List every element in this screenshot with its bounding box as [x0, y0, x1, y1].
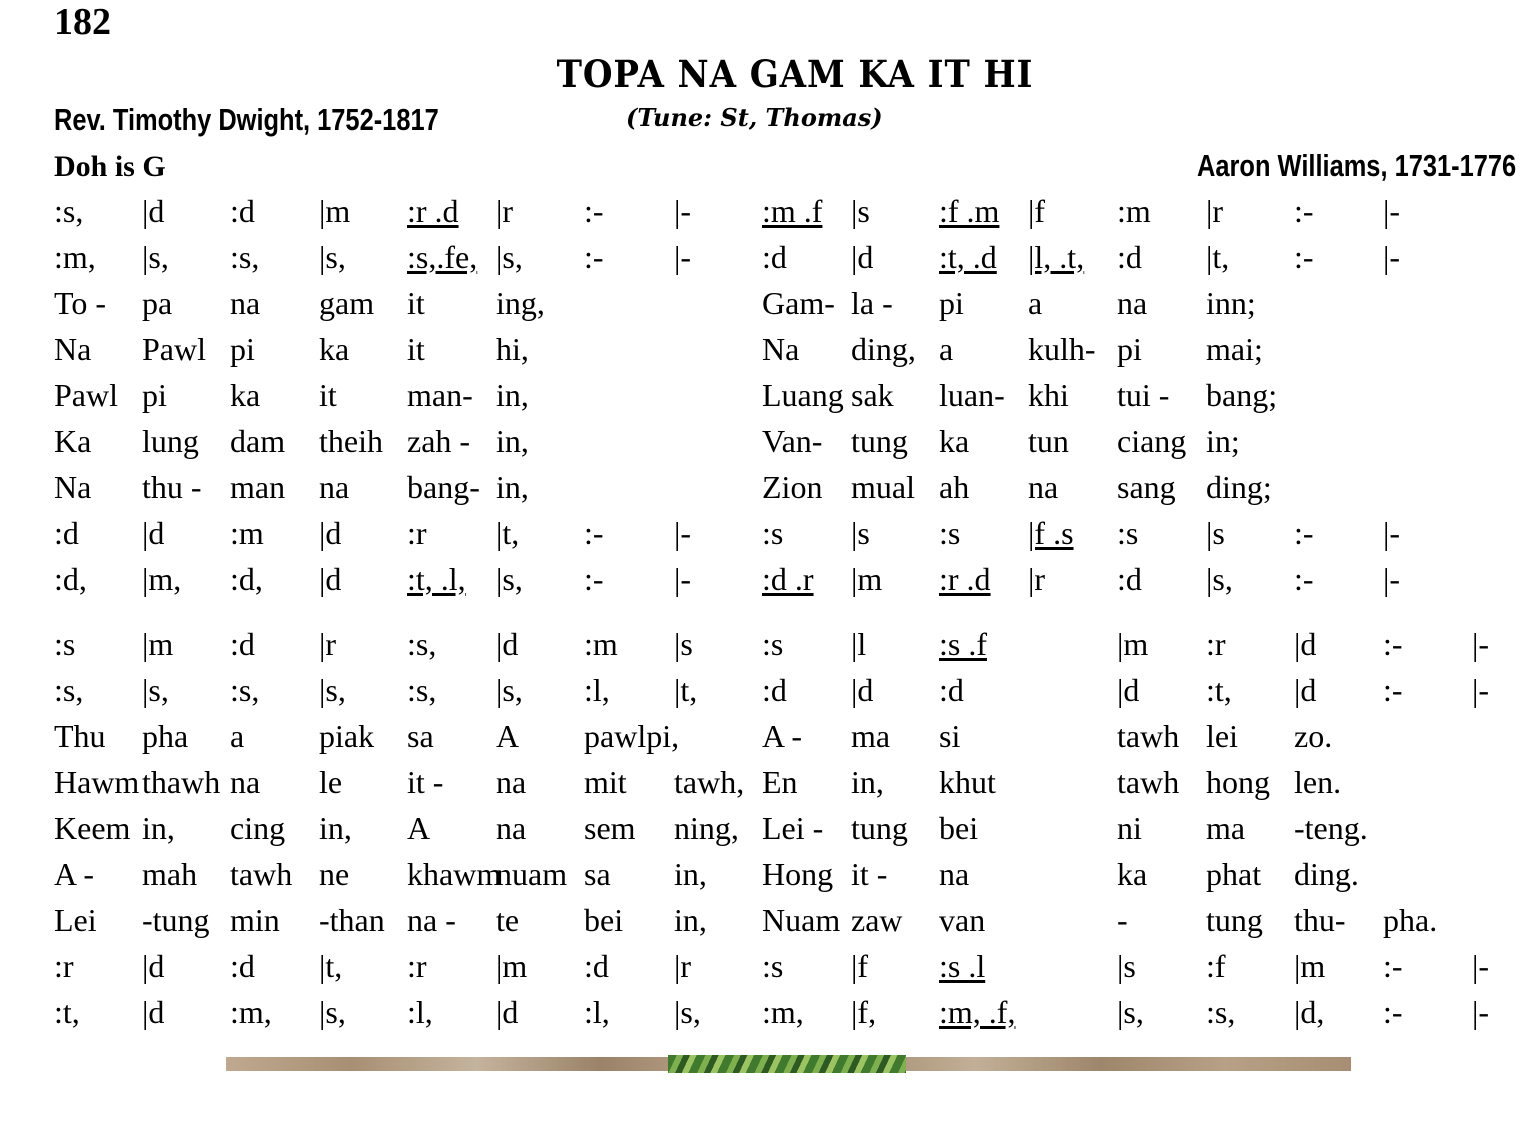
lyric-syllable: gam: [319, 285, 375, 321]
lyric-syllable: ka: [230, 377, 261, 413]
lyric-syllable: sa: [407, 718, 434, 754]
sol-fa-note: :r: [407, 948, 427, 984]
lyric-syllable: thawh: [142, 764, 221, 800]
lyric-syllable: A: [496, 718, 520, 754]
lyric-syllable: dam: [230, 423, 286, 459]
sol-fa-note: |t,: [1206, 239, 1230, 275]
sol-fa-note: |r: [1028, 561, 1046, 597]
lyric-syllable: bang;: [1206, 377, 1278, 413]
sol-fa-note: |s,: [319, 239, 346, 275]
lyric-syllable: in,: [851, 764, 884, 800]
lyric-syllable: ah: [939, 469, 970, 505]
sol-fa-note: :d: [230, 626, 255, 662]
sol-fa-note: |r: [319, 626, 337, 662]
lyric-syllable: it: [319, 377, 337, 413]
sol-fa-note: |-: [1383, 515, 1401, 551]
sol-fa-note: :s,: [230, 239, 260, 275]
lyric-syllable: ma: [851, 718, 891, 754]
lyric-syllable: -tung: [142, 902, 210, 938]
lyric-syllable: tawh,: [674, 764, 745, 800]
lyric-syllable: ing,: [496, 285, 545, 321]
lyric-syllable: si: [939, 718, 961, 754]
sol-fa-note: |r: [496, 193, 514, 229]
lyric-syllable: it -: [407, 764, 444, 800]
lyric-syllable: Hong: [762, 856, 834, 892]
sol-fa-note: :s,: [1206, 994, 1236, 1030]
sol-fa-note: |-: [674, 515, 692, 551]
sol-fa-note: |l: [851, 626, 867, 662]
lyric-syllable: thu-: [1294, 902, 1346, 938]
sol-fa-note: |d: [1294, 672, 1317, 708]
sol-fa-note: |-: [674, 239, 692, 275]
tune-name: (Tune: St, Thomas): [626, 103, 883, 132]
sol-fa-note: |d: [1117, 672, 1140, 708]
lyric-syllable: phat: [1206, 856, 1262, 892]
lyric-syllable: piak: [319, 718, 375, 754]
sol-fa-note: |s,: [142, 239, 169, 275]
sol-fa-note: :-: [584, 561, 604, 597]
sol-fa-note: |s: [851, 515, 870, 551]
sol-fa-note: :s,: [230, 672, 260, 708]
lyricist-credit: Rev. Timothy Dwight, 1752-1817: [54, 102, 439, 137]
sol-fa-note: :d,: [230, 561, 263, 597]
lyric-syllable: Ka: [54, 423, 92, 459]
lyric-syllable: pha.: [1383, 902, 1438, 938]
lyric-syllable: len.: [1294, 764, 1342, 800]
sol-fa-note: |d: [1294, 626, 1317, 662]
sol-fa-note: |m: [496, 948, 528, 984]
sol-fa-note: |s: [851, 193, 870, 229]
sol-fa-note: :m,: [230, 994, 272, 1030]
lyric-syllable: -teng.: [1294, 810, 1368, 846]
lyric-syllable: Na: [54, 469, 92, 505]
sol-fa-note: |d: [851, 672, 874, 708]
sol-fa-note: :d: [1117, 561, 1142, 597]
lyric-syllable: in,: [142, 810, 175, 846]
lyric-syllable: sem: [584, 810, 636, 846]
lyric-syllable: ka: [1117, 856, 1148, 892]
sol-fa-note: :-: [584, 515, 604, 551]
lyric-syllable: tung: [851, 423, 908, 459]
sol-fa-note: |s: [674, 626, 693, 662]
lyric-syllable: na: [1117, 285, 1148, 321]
sol-fa-note: |s,: [674, 994, 701, 1030]
lyric-syllable: nuam: [496, 856, 568, 892]
sol-fa-note: :d: [584, 948, 609, 984]
lyric-syllable: man: [230, 469, 286, 505]
sol-fa-note: |s: [1117, 948, 1136, 984]
lyric-syllable: mah: [142, 856, 198, 892]
sol-fa-note: :-: [1383, 994, 1403, 1030]
lyric-syllable: bei: [584, 902, 624, 938]
lyric-syllable: tui -: [1117, 377, 1170, 413]
lyric-syllable: inn;: [1206, 285, 1256, 321]
sol-fa-note: :s: [939, 515, 961, 551]
sol-fa-note: :f: [1206, 948, 1226, 984]
sol-fa-note: :s: [762, 626, 784, 662]
sol-fa-note: |m: [1117, 626, 1149, 662]
lyric-syllable: in,: [496, 377, 529, 413]
sol-fa-note: |r: [1206, 193, 1224, 229]
sol-fa-note: :s .l: [939, 948, 986, 984]
lyric-syllable: tung: [1206, 902, 1263, 938]
lyric-syllable: lei: [1206, 718, 1238, 754]
sol-fa-note: :-: [1383, 948, 1403, 984]
sol-fa-note: |r: [674, 948, 692, 984]
lyric-syllable: in,: [674, 856, 707, 892]
lyric-syllable: zah -: [407, 423, 471, 459]
lyric-syllable: A: [407, 810, 431, 846]
lyric-syllable: in,: [319, 810, 352, 846]
lyric-syllable: Na: [54, 331, 92, 367]
lyric-syllable: hong: [1206, 764, 1270, 800]
sol-fa-note: :s: [762, 948, 784, 984]
sol-fa-note: |s,: [319, 672, 346, 708]
lyric-syllable: tawh: [1117, 764, 1180, 800]
sol-fa-note: :s,: [407, 672, 437, 708]
key-signature: Doh is G: [54, 150, 166, 183]
lyric-syllable: zo.: [1294, 718, 1333, 754]
sol-fa-note: |m: [142, 626, 174, 662]
sol-fa-note: :m .f: [762, 193, 823, 229]
sol-fa-note: |d: [142, 515, 165, 551]
sol-fa-note: |t,: [319, 948, 343, 984]
lyric-syllable: min: [230, 902, 280, 938]
sol-fa-note: :m: [584, 626, 618, 662]
lyric-syllable: tun: [1028, 423, 1069, 459]
sol-fa-note: |d: [851, 239, 874, 275]
sol-fa-note: :-: [1383, 672, 1403, 708]
lyric-syllable: Luang: [762, 377, 844, 413]
sol-fa-note: :l,: [584, 672, 610, 708]
lyric-syllable: la -: [851, 285, 893, 321]
sol-fa-note: |m: [1294, 948, 1326, 984]
sol-fa-note: :d .r: [762, 561, 814, 597]
sol-fa-note: |f,: [851, 994, 877, 1030]
sol-fa-note: |d: [496, 994, 519, 1030]
sol-fa-note: |d: [496, 626, 519, 662]
lyric-syllable: pi: [1117, 331, 1142, 367]
lyric-syllable: zaw: [851, 902, 903, 938]
lyric-syllable: na: [319, 469, 350, 505]
lyric-syllable: pi: [142, 377, 167, 413]
lyric-syllable: Na: [762, 331, 800, 367]
sol-fa-note: |-: [1472, 626, 1490, 662]
sol-fa-note: :s: [54, 626, 76, 662]
lyric-syllable: khawm: [407, 856, 502, 892]
lyric-syllable: mai;: [1206, 331, 1263, 367]
sol-fa-note: :r: [407, 515, 427, 551]
lyric-syllable: lung: [142, 423, 199, 459]
lyric-syllable: a: [1028, 285, 1043, 321]
lyric-syllable: in,: [496, 423, 529, 459]
lyric-syllable: kulh-: [1028, 331, 1096, 367]
sol-fa-note: :-: [1294, 561, 1314, 597]
sol-fa-note: |s,: [1206, 561, 1233, 597]
lyric-syllable: pawlpi,: [584, 718, 680, 754]
sol-fa-note: :d: [54, 515, 79, 551]
lyric-syllable: sa: [584, 856, 611, 892]
sol-fa-note: :-: [1294, 193, 1314, 229]
sol-fa-note: :s,: [54, 672, 84, 708]
lyric-syllable: -than: [319, 902, 385, 938]
sol-fa-note: :t,: [54, 994, 80, 1030]
sol-fa-note: |s: [1206, 515, 1225, 551]
sol-fa-note: :d: [762, 239, 787, 275]
lyric-syllable: -: [1117, 902, 1128, 938]
sol-fa-note: |m,: [142, 561, 182, 597]
lyric-syllable: a: [939, 331, 954, 367]
lyric-syllable: na: [230, 764, 261, 800]
sol-fa-note: :t, .d: [939, 239, 997, 275]
sol-fa-note: :-: [1294, 239, 1314, 275]
lyric-syllable: ne: [319, 856, 350, 892]
sol-fa-note: :-: [584, 193, 604, 229]
lyric-syllable: mit: [584, 764, 627, 800]
page-number: 182: [54, 1, 111, 43]
lyric-syllable: theih: [319, 423, 383, 459]
lyric-syllable: Zion: [762, 469, 823, 505]
sol-fa-note: :m: [1117, 193, 1151, 229]
sol-fa-note: |d: [142, 193, 165, 229]
lyric-syllable: na: [496, 810, 527, 846]
lyric-syllable: sak: [851, 377, 894, 413]
lyric-syllable: ka: [939, 423, 970, 459]
lyric-syllable: na: [939, 856, 970, 892]
lyric-syllable: A -: [54, 856, 94, 892]
lyric-syllable: Pawl: [142, 331, 206, 367]
lyric-syllable: pha: [142, 718, 189, 754]
lyric-syllable: cing: [230, 810, 286, 846]
lyric-syllable: luan-: [939, 377, 1005, 413]
lyric-syllable: bei: [939, 810, 979, 846]
sol-fa-note: :t,: [1206, 672, 1232, 708]
lyric-syllable: na: [230, 285, 261, 321]
lyric-syllable: ka: [319, 331, 350, 367]
sol-fa-note: :d: [1117, 239, 1142, 275]
sol-fa-note: |s,: [1117, 994, 1144, 1030]
lyric-syllable: man-: [407, 377, 473, 413]
lyric-syllable: ciang: [1117, 423, 1187, 459]
sol-fa-note: |f: [851, 948, 869, 984]
sol-fa-note: |l, .t,: [1028, 239, 1085, 275]
sol-fa-note: :s .f: [939, 626, 987, 662]
sol-fa-note: :d: [230, 948, 255, 984]
sol-fa-note: :t, .l,: [407, 561, 466, 597]
lyric-syllable: thu -: [142, 469, 202, 505]
sol-fa-note: |-: [1383, 239, 1401, 275]
lyric-syllable: ding,: [851, 331, 916, 367]
sol-fa-note: :r .d: [939, 561, 991, 597]
sol-fa-note: :d,: [54, 561, 87, 597]
lyric-syllable: bang-: [407, 469, 480, 505]
lyric-syllable: khi: [1028, 377, 1069, 413]
sol-fa-note: |-: [1472, 672, 1490, 708]
sol-fa-note: |-: [674, 193, 692, 229]
lyric-syllable: it: [407, 285, 425, 321]
sol-fa-note: :d: [230, 193, 255, 229]
decorative-border-center: [668, 1055, 906, 1073]
lyric-syllable: it -: [851, 856, 888, 892]
composer-credit: Aaron Williams, 1731-1776: [1196, 148, 1516, 183]
lyric-syllable: khut: [939, 764, 996, 800]
lyric-syllable: hi,: [496, 331, 529, 367]
lyric-syllable: ding.: [1294, 856, 1359, 892]
lyric-syllable: it: [407, 331, 425, 367]
sol-fa-note: |t,: [674, 672, 698, 708]
hymn-title: TOPA NA GAM KA IT HI: [556, 52, 1034, 96]
sol-fa-note: |-: [1472, 948, 1490, 984]
lyric-syllable: Gam-: [762, 285, 835, 321]
sol-fa-note: |d: [142, 948, 165, 984]
lyric-syllable: na: [1028, 469, 1059, 505]
sol-fa-note: |d,: [1294, 994, 1325, 1030]
lyric-syllable: Hawm: [54, 764, 140, 800]
lyric-syllable: Thu: [54, 718, 106, 754]
sol-fa-note: |s,: [496, 239, 523, 275]
sol-fa-note: |-: [1472, 994, 1490, 1030]
sol-fa-note: :l,: [584, 994, 610, 1030]
lyric-syllable: na -: [407, 902, 456, 938]
sol-fa-note: :-: [1294, 515, 1314, 551]
sol-fa-note: |f .s: [1028, 515, 1074, 551]
sol-fa-note: :m: [230, 515, 264, 551]
sol-fa-note: |m: [319, 193, 351, 229]
sol-fa-note: |m: [851, 561, 883, 597]
sol-fa-note: |d: [319, 515, 342, 551]
sol-fa-note: |-: [1383, 561, 1401, 597]
sol-fa-note: :r: [54, 948, 74, 984]
lyric-syllable: ning,: [674, 810, 739, 846]
sol-fa-note: |d: [142, 994, 165, 1030]
sol-fa-note: |-: [1383, 193, 1401, 229]
lyric-syllable: Keem: [54, 810, 131, 846]
lyric-syllable: pa: [142, 285, 173, 321]
lyric-syllable: na: [496, 764, 527, 800]
sol-fa-note: :s,: [54, 193, 84, 229]
lyric-syllable: A -: [762, 718, 802, 754]
sol-fa-note: :-: [1383, 626, 1403, 662]
sol-fa-note: :r: [1206, 626, 1226, 662]
lyric-syllable: le: [319, 764, 343, 800]
lyric-syllable: in;: [1206, 423, 1240, 459]
lyric-syllable: Van-: [762, 423, 823, 459]
sol-fa-note: :s: [762, 515, 784, 551]
lyric-syllable: To -: [54, 285, 106, 321]
sol-fa-note: |s,: [319, 994, 346, 1030]
sol-fa-note: :r .d: [407, 193, 459, 229]
sol-fa-note: :s,.fe,: [407, 239, 478, 275]
lyric-syllable: Pawl: [54, 377, 118, 413]
lyric-syllable: van: [939, 902, 986, 938]
lyric-syllable: te: [496, 902, 520, 938]
lyric-syllable: pi: [939, 285, 964, 321]
sol-fa-note: :f .m: [939, 193, 1000, 229]
lyric-syllable: pi: [230, 331, 255, 367]
lyric-syllable: tawh: [230, 856, 293, 892]
lyric-syllable: in,: [496, 469, 529, 505]
lyric-syllable: Nuam: [762, 902, 841, 938]
lyric-syllable: Lei: [54, 902, 97, 938]
sol-fa-note: :m, .f,: [939, 994, 1016, 1030]
lyric-syllable: mual: [851, 469, 915, 505]
lyric-syllable: a: [230, 718, 245, 754]
sol-fa-note: |s,: [496, 672, 523, 708]
sol-fa-note: |t,: [496, 515, 520, 551]
lyric-syllable: ding;: [1206, 469, 1272, 505]
sol-fa-note: :-: [584, 239, 604, 275]
lyric-syllable: in,: [674, 902, 707, 938]
lyric-syllable: tawh: [1117, 718, 1180, 754]
lyric-syllable: En: [762, 764, 798, 800]
sol-fa-note: :d: [762, 672, 787, 708]
lyric-syllable: Lei -: [762, 810, 824, 846]
sol-fa-note: :l,: [407, 994, 433, 1030]
sol-fa-note: :s,: [407, 626, 437, 662]
sol-fa-note: |-: [674, 561, 692, 597]
sol-fa-note: :m,: [54, 239, 96, 275]
sol-fa-note: |d: [319, 561, 342, 597]
sol-fa-note: :m,: [762, 994, 804, 1030]
sol-fa-note: |s,: [142, 672, 169, 708]
lyric-syllable: ma: [1206, 810, 1246, 846]
sol-fa-note: :d: [939, 672, 964, 708]
lyric-syllable: sang: [1117, 469, 1176, 505]
sol-fa-note: |f: [1028, 193, 1046, 229]
lyric-syllable: tung: [851, 810, 908, 846]
lyric-syllable: ni: [1117, 810, 1142, 846]
sol-fa-note: :s: [1117, 515, 1139, 551]
sol-fa-note: |s,: [496, 561, 523, 597]
